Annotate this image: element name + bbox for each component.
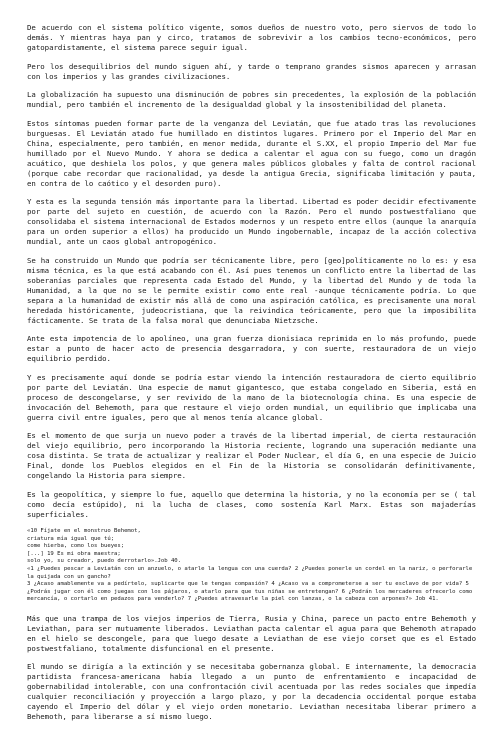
paragraph: Pero los desequilibrios del mundo siguen ahí, y tarde o temprano grandes sismos aparecen y arrasan con los imperios y las grandes civilizaciones. <box>27 61 476 81</box>
paragraph: Más que una trampa de los viejos imperios de Tierra, Rusia y China, parece un pacto entre Behemoth y Leviathan, para ser mutuamente liberados. Leviathan pacta calentar el agua para que Behemoth atrapado en el hielo se descongele, para que luego desate a Leviathan de ese viejo corset que es el Estado postwestfaliano, totalmente disfuncional en el presente. <box>27 613 476 653</box>
paragraph: La globalización ha supuesto una disminución de pobres sin precedentes, la explosión de la población mundial, pero también el incremento de la desigualdad global y la insostenibilidad del planeta. <box>27 90 476 109</box>
paragraph: De acuerdo con el sistema político vigente, somos dueños de nuestro voto, pero siervos de todo lo demás. Y mientras haya pan y circo, tratamos de sobrevivir a los cambios tecno-económicos, pero gatopardistamente, el sistema parece seguir igual. <box>27 23 476 52</box>
paragraph: El mundo se dirigía a la extinción y se necesitaba gobernanza global. E internamente, la democracia partidista francesa-americana había llegado a un punto de enfrentamiento e incapacidad de gobernabilidad intolerable, con una confrontación civil acentuada por las redes sociales que impedía cualquier reconciliación y proyección a largo plazo, y por la decadencia occidental porque estaba cayendo el Imperio del dólar y el viejo orden monetario. Leviathan necesitaba liberar primero a Behemoth, para liberarse a sí mismo luego. <box>27 662 476 722</box>
paragraph: Es la geopolítica, y siempre lo fue, aquello que determina la historia, y no la economía per se ( tal como decía estúpido), ni la lucha de clases, como sostenía Karl Marx. Estas son majaderías superficiales. <box>27 489 476 519</box>
paragraph: Se ha construido un Mundo que podría ser técnicamente libre, pero [geo]políticamente no lo es: y esa misma técnica, es la que está acabando con él. Así pues tenemos un conflicto entre la libertad de las soberanías parciales que representa cada Estado del Mundo, y la libertad del Mundo y de toda la Humanidad, a la que no se le permite existir como ente real -aunque técnicamente podría. Lo que separa a la humanidad de existir más allá de como una aspiración católica, es precisamente una moral heredada históricamente, judeocristiana, que la reivindica teóricamente, pero que la imposibilita fácticamente. Se trata de la falsa moral que denunciaba Nietzsche. <box>27 255 476 325</box>
paragraph: Ante esta impotencia de lo apolíneo, una gran fuerza dionisiaca reprimida en lo más profundo, puede estar a punto de hacer acto de presencia desgarradora, y con suerte, restauradora de un viejo equilibrio perdido. <box>27 334 476 363</box>
bible-quote: «10 Fíjate en el monstruo Behemot, criatura mía igual que tú; come hierba, como los bueyes; [...] 19 Es mi obra maestra; solo yo, su creador, puedo derrotarlo».Job 40. «1 ¿Puedes pescar a Leviatán con un anzuelo, o atarle la lengua con una cuerda? 2 ¿Puedes ponerle un cordel en la nariz, o perforarle la quijada con un gancho? 3 ¿Acaso amablemente va a pedírtelo, suplicarte que le tengas compasión? 4 ¿Acaso va a comprometerse a ser tu esclavo de por vida? 5 ¿Podrás jugar con él como juegas con los pájaros, o atarlo para que tus niñas se entretengan? 6 ¿Podrán los mercaderes ofrecerlo como mercancía, o cortarlo en pedazos para venderlo? 7 ¿Puedes atravesarle la piel con lanzas, o la cabeza con arpones?» Job 41. <box>27 528 473 603</box>
document-page <box>27 23 476 731</box>
paragraph: Y es precisamente aquí donde se podría estar viendo la intención restauradora de cierto equilibrio por parte del Leviatán. Una especie de mamut gigantesco, que estaba congelado en Siberia, está en proceso de descongelarse, y ser revivido de la mano de la biotecnología china. Es una especie de invocación del Behemoth, para que restaure el viejo orden mundial, un equilibrio que implicaba una guerra civil entre iguales, pero que al menos tenía alcance global. <box>27 372 476 422</box>
paragraph: Es el momento de que surja un nuevo poder a través de la libertad imperial, de cierta restauración del viejo equilibrio, pero incorporando la Historia reciente, logrando una superación mediante una cosa distinta. Se trata de actualizar y realizar el Poder Nuclear, el día G, en una especie de Juicio Final, donde los Pueblos elegidos en el Fin de la Historia se consolidarán definitivamente, congelando la Historia para siempre. <box>27 431 476 480</box>
paragraph: Y esta es la segunda tensión más importante para la libertad. Libertad es poder decidir efectivamente por parte del sujeto en cuestión, de acuerdo con la Razón. Pero el mundo postwestfaliano que consolidaba el sistema internacional de Estados modernos y un respeto entre ellos (aunque la anarquía para un orden superior a ellos) ha producido un Mundo ingobernable, incapaz de la acción colectiva mundial, ante un caos global antropogénico. <box>27 197 476 246</box>
paragraph: Estos síntomas pueden formar parte de la venganza del Leviatán, que fue atado tras las revoluciones burguesas. El Leviatán atado fue humillado en distintos lugares. Primero por el Imperio del Mar en China, especialmente, pero también, en menor medida, durante el S.XX, el propio Imperio del Mar fue humillado por el Nuevo Mundo. Y ahora se dedica a calentar el agua con su fuego, como un dragón acuático, que deshiela los polos, y que genera males públicos globales y falta de control racional (porque cabe recordar que racionalidad, ya desde la antigua Grecia, significaba limitación y pauta, en contra de lo caótico y el desorden puro). <box>27 118 476 188</box>
